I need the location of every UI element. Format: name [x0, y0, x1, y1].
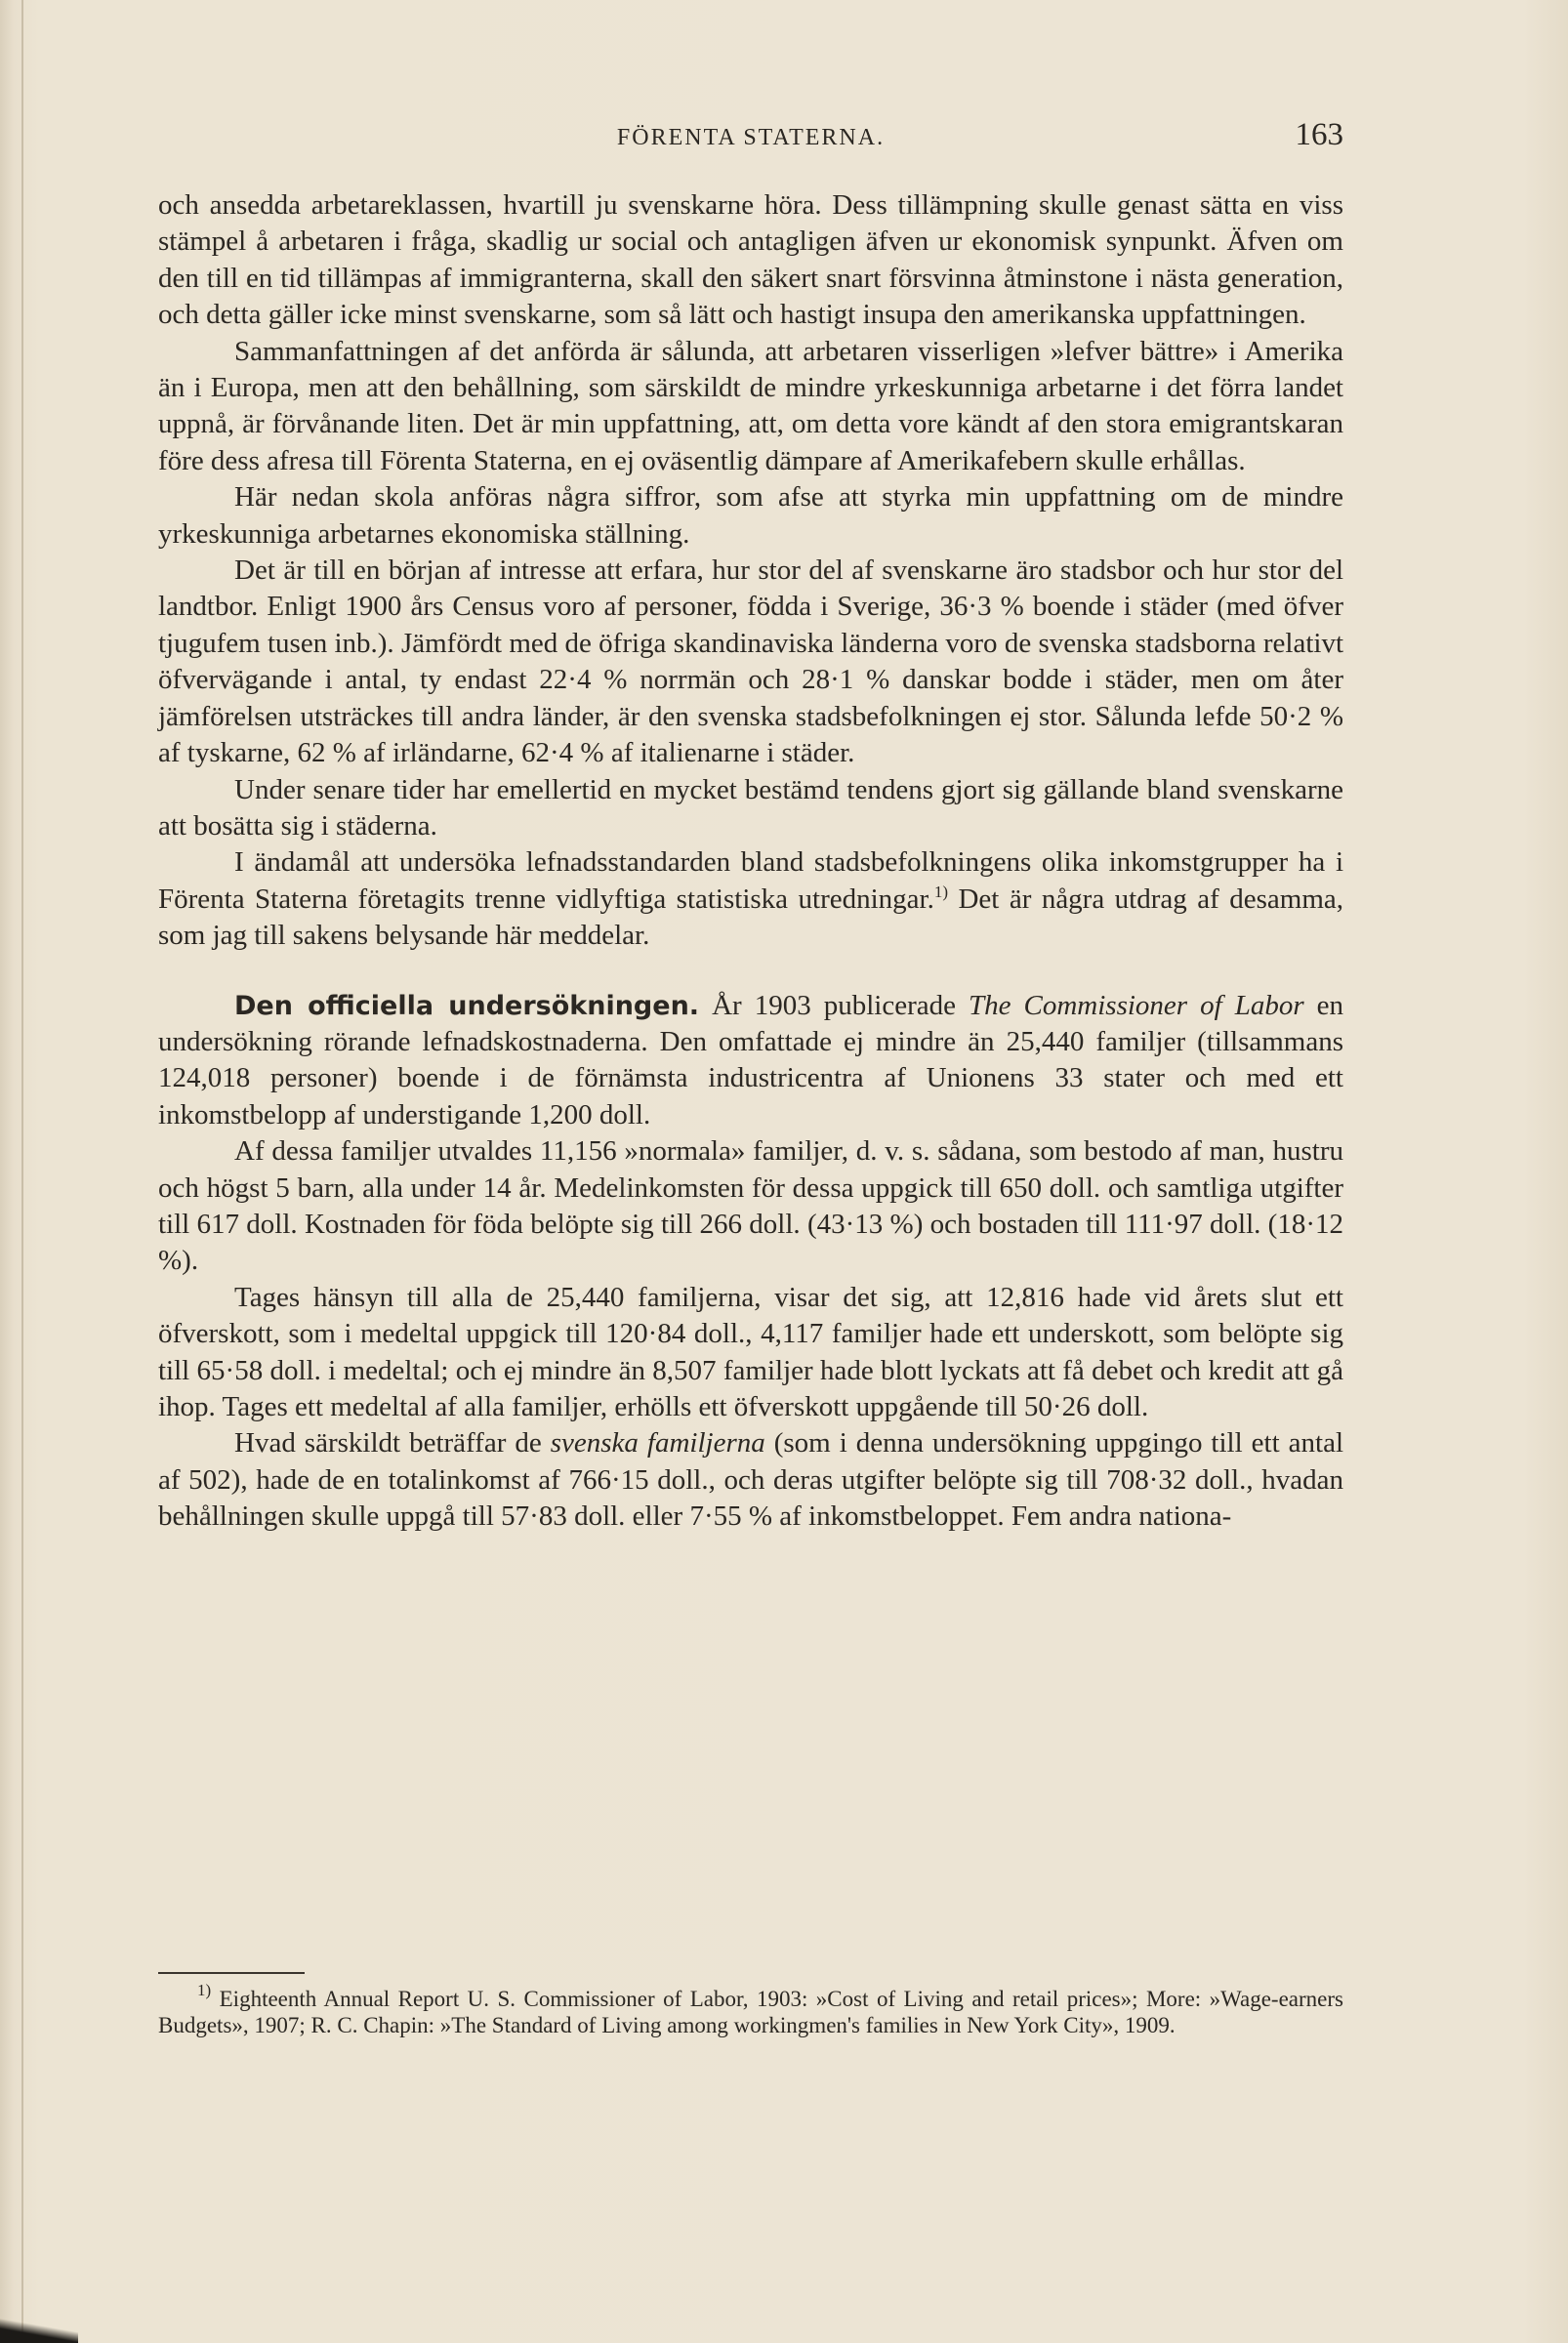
- paragraph: och ansedda arbetareklassen, hvartill ju svenskarne höra. Dess tillämpning skulle genast sätta en viss stämpel å arbetaren i fråga, skadlig ur social och antagligen äfven ur ekonomisk synpunkt. Äfven om den till en tid tillämpas af immigranterna, skall den säkert snart försvinna åtminstone i nästa generation, och detta gäller icke minst svenskarne, som så lätt och hastigt insupa den amerikanska uppfattningen.: [158, 189, 1343, 331]
- paragraph-intro: Hvad särskildt beträffar de: [234, 1427, 551, 1459]
- scan-shadow: [0, 2316, 78, 2343]
- footnote-divider: [158, 1972, 305, 1974]
- footnote-marker: 1): [197, 1981, 212, 1999]
- running-title: FÖRENTA STATERNA.: [616, 125, 886, 150]
- paragraph: Sammanfattningen af det anförda är sålunda, att arbetaren visserligen »lefver bättre» i Amerika än i Europa, men att den behållning, som särskildt de mindre yrkeskunniga arbetarne i det förra landet uppnå, är förvånande liten. Det är min uppfattning, att, om detta vore kändt af den stora emigrantskaran före dess afresa till Förenta Staterna, en ej oväsentlig dämpare af Amerikafebern skulle erhållas.: [158, 335, 1343, 476]
- section-paragraph: [158, 988, 1343, 1134]
- section-intro: År 1903 publicerade: [699, 989, 969, 1021]
- footnote-text: Eighteenth Annual Report U. S. Commissioner of Labor, 1903: »Cost of Living and retail prices»; More: »Wage-earners Budgets», 1907; R. C. Chapin: »The Standard of Living among workingmen's families in New York City», 1909.: [158, 1987, 1343, 2037]
- page-number: 163: [1295, 117, 1343, 152]
- paragraph-text-tail: Det är några utdrag af desamma, som jag till sakens belysande här meddelar.: [158, 883, 1343, 952]
- paragraph-text: I ändamål att undersöka lefnadsstandarden bland stadsbefolkningens olika inkomstgrupper ha i Förenta Staterna företagits trenne vidlyftiga statistiska utredningar.: [158, 846, 1343, 915]
- footnotes: [158, 1981, 1343, 2038]
- paragraph-text: (som i denna undersökning uppgingo till ett antal af 502), hade de en totalinkomst af 766·15 doll., och deras utgifter belöpte sig till 708·32 doll., hvadan behållningen skulle uppgå till 57·83 doll. eller 7·55 % af inkomstbeloppet. Fem andra nationa-: [158, 1427, 1343, 1533]
- footnote: [158, 1981, 1343, 2038]
- paragraph: Under senare tider har emellertid en mycket bestämd tendens gjort sig gällande bland svenskarne att bosätta sig i städerna.: [158, 773, 1343, 842]
- paragraph: [158, 1425, 1343, 1535]
- paragraph-with-footnote: [158, 844, 1343, 954]
- paragraph: Det är till en början af intresse att erfara, hur stor del af svenskarne äro stadsbor och hur stor del landtbor. Enligt 1900 års Census voro af personer, födda i Sverige, 36·3 % boende i städer (med öfver tjugufem tusen inb.). Jämfördt med de öfriga skandinaviska länderna voro de svenska stadsborna relativt öfvervägande i antal, ty endast 22·4 % norrmän och 28·1 % danskar bodde i städer, men om åter jämförelsen utsträckes till andra länder, är den svenska stadsbefolkningen ej stor. Sålunda lefde 50·2 % af tyskarne, 62 % af irländarne, 62·4 % af italienarne i städer.: [158, 555, 1343, 769]
- section-heading: Den officiella undersökningen.: [234, 990, 700, 1021]
- paragraph: Här nedan skola anföras några siffror, som afse att styrka min uppfattning om de mindre yrkeskunniga arbetarnes ekonomiska ställning.: [158, 481, 1343, 550]
- emphasis-text: svenska familjerna: [550, 1427, 765, 1459]
- publisher-name: The Commissioner of Labor: [969, 989, 1304, 1021]
- page-header: [158, 115, 1343, 160]
- footnote-reference: 1): [933, 882, 949, 901]
- paragraph: Tages hänsyn till alla de 25,440 familjerna, visar det sig, att 12,816 hade vid årets slut ett öfverskott, som i medeltal uppgick till 120·84 doll., 4,117 familjer hade ett underskott, som belöpte sig till 65·58 doll. i medeltal; och ej mindre än 8,507 familjer hade blott lyckats att få debet och kredit att gå ihop. Tages ett medeltal af alla familjer, erhölls ett öfverskott uppgående till 50·26 doll.: [158, 1281, 1343, 1422]
- page-edge: [21, 0, 23, 2343]
- paragraph: Af dessa familjer utvaldes 11,156 »normala» familjer, d. v. s. sådana, som bestodo af man, hustru och högst 5 barn, alla under 14 år. Medelinkomsten för dessa uppgick till 650 doll. och samtliga utgifter till 617 doll. Kostnaden för föda belöpte sig till 266 doll. (43·13 %) och bostaden till 111·97 doll. (18·12 %).: [158, 1135, 1343, 1277]
- section-text: en undersökning rörande lefnadskostnaderna. Den omfattade ej mindre än 25,440 familjer (tillsammans 124,018 personer) boende i de förnämsta industricentra af Unionens 33 stater och med ett inkomstbelopp af understigande 1,200 doll.: [158, 989, 1344, 1130]
- body-text: [158, 187, 1343, 1536]
